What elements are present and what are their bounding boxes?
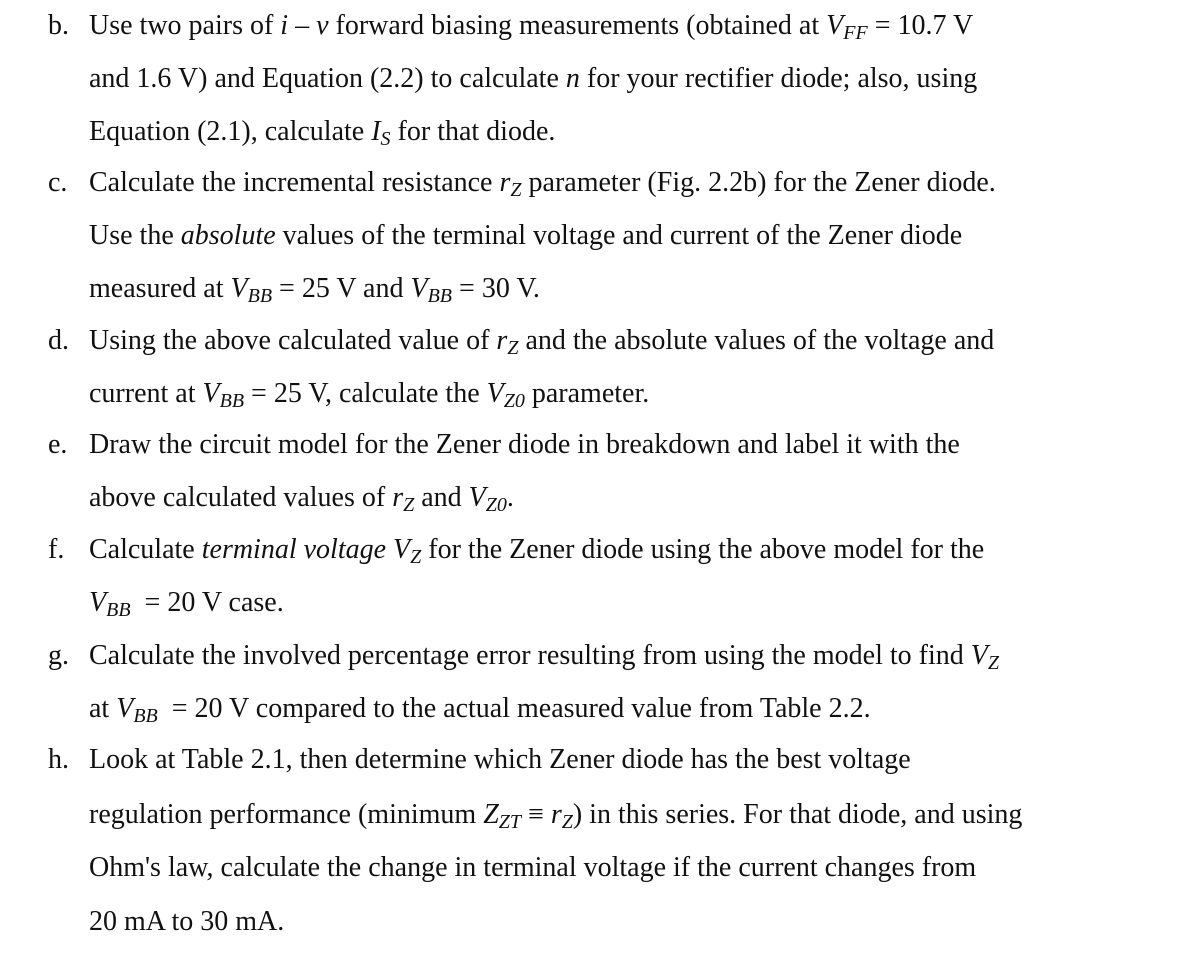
math-var: V — [116, 693, 134, 724]
list-marker: h. — [48, 744, 69, 775]
text-line — [89, 218, 1169, 254]
list-marker: e. — [48, 429, 68, 460]
text-run: for your rectifier diode; also, using — [579, 63, 978, 94]
math-subscript: ZT — [498, 811, 522, 833]
text-line — [89, 61, 1169, 97]
text-run: parameter. — [524, 378, 650, 409]
math-subscript: BB — [133, 705, 158, 727]
text-run: forward biasing measurements (obtained at — [328, 10, 827, 41]
math-var: V — [486, 378, 504, 409]
math-var: r — [499, 167, 511, 198]
math-subscript: BB — [106, 599, 131, 621]
text-run: current at — [89, 378, 203, 409]
text-run: values of the terminal voltage and current of the Zener diode — [275, 220, 963, 251]
text-run: Draw the circuit model for the Zener diode in breakdown and label it with the — [89, 429, 960, 460]
text-run: for that diode. — [390, 116, 556, 147]
text-line — [89, 114, 1169, 157]
math-var: n — [565, 63, 580, 94]
math-var: I — [371, 116, 381, 147]
text-run: for the Zener diode using the above model for the — [421, 534, 985, 565]
text-line — [89, 904, 1169, 940]
math-var: V — [826, 10, 844, 41]
math-subscript: FF — [843, 22, 868, 44]
list-marker: f. — [48, 534, 65, 565]
math-var: V — [410, 273, 428, 304]
math-subscript: Z0 — [503, 390, 525, 412]
math-subscript: Z — [410, 546, 422, 568]
text-run: Use two pairs of — [89, 10, 281, 41]
text-run: = 20 V compared to the actual measured value from Table 2.2. — [157, 693, 871, 724]
math-var: r — [392, 482, 404, 513]
math-var: r — [496, 325, 508, 356]
math-var: i — [280, 10, 289, 41]
math-var: V — [89, 587, 107, 618]
text-run: Equation (2.1), calculate — [89, 116, 372, 147]
math-var: V — [202, 378, 220, 409]
text-line — [89, 427, 1169, 463]
text-line — [89, 691, 1169, 734]
text-line — [89, 797, 1169, 840]
text-line — [89, 638, 1169, 681]
text-run: ≡ — [521, 799, 551, 830]
text-run: above calculated values of — [89, 482, 393, 513]
emphasis-text: absolute — [180, 220, 276, 251]
text-run: measured at — [89, 273, 231, 304]
text-run: – — [288, 10, 317, 41]
text-run: ) in this series. For that diode, and using — [572, 799, 1023, 830]
math-subscript: Z — [561, 811, 573, 833]
text-run: Use the — [89, 220, 181, 251]
list-marker: g. — [48, 640, 69, 671]
emphasis-text: terminal voltage V — [201, 534, 411, 565]
text-run: = 10.7 V — [867, 10, 974, 41]
text-run: = 20 V case. — [130, 587, 284, 618]
text-run: and 1.6 V) and Equation (2.2) to calculate — [89, 63, 566, 94]
math-subscript: Z — [510, 179, 522, 201]
math-subscript: Z0 — [485, 494, 507, 516]
text-line — [89, 376, 1169, 419]
text-line — [89, 532, 1169, 575]
math-subscript: Z — [507, 337, 519, 359]
text-line — [89, 480, 1169, 523]
text-line — [89, 165, 1169, 208]
math-var: Z — [483, 799, 499, 830]
text-run: parameter (Fig. 2.2b) for the Zener diode. — [521, 167, 996, 198]
math-subscript: BB — [247, 285, 273, 307]
math-var: v — [316, 10, 329, 41]
text-line — [89, 742, 1169, 778]
text-run: = 25 V, calculate the — [244, 378, 487, 409]
text-run: Calculate — [89, 534, 202, 565]
math-subscript: BB — [427, 285, 453, 307]
math-subscript: BB — [219, 390, 245, 412]
math-var: V — [230, 273, 248, 304]
math-subscript: Z — [403, 494, 415, 516]
text-run: = 30 V. — [452, 273, 540, 304]
text-run: Calculate the incremental resistance — [89, 167, 500, 198]
text-run: Using the above calculated value of — [89, 325, 497, 356]
text-line — [89, 271, 1169, 314]
text-run: Look at Table 2.1, then determine which Zener diode has the best voltage — [89, 744, 911, 775]
text-run: Ohm's law, calculate the change in terminal voltage if the current changes from — [89, 852, 977, 883]
text-run: . — [506, 482, 514, 513]
text-run: = 25 V and — [272, 273, 411, 304]
text-line — [89, 585, 1169, 628]
text-run: and — [414, 482, 469, 513]
list-marker: b. — [48, 10, 69, 41]
text-run: 20 mA to 30 mA. — [89, 906, 285, 937]
text-run: at — [89, 693, 117, 724]
list-marker: d. — [48, 325, 69, 356]
math-var: V — [970, 640, 988, 671]
text-run: and the absolute values of the voltage and — [518, 325, 995, 356]
math-subscript: Z — [987, 652, 999, 674]
math-var: V — [468, 482, 486, 513]
text-run: regulation performance (minimum — [89, 799, 484, 830]
text-run: Calculate the involved percentage error resulting from using the model to find — [89, 640, 971, 671]
text-line — [89, 850, 1169, 886]
list-marker: c. — [48, 167, 68, 198]
math-var: r — [550, 799, 562, 830]
text-line — [89, 323, 1169, 366]
text-line — [89, 8, 1169, 51]
math-subscript: S — [380, 128, 391, 150]
